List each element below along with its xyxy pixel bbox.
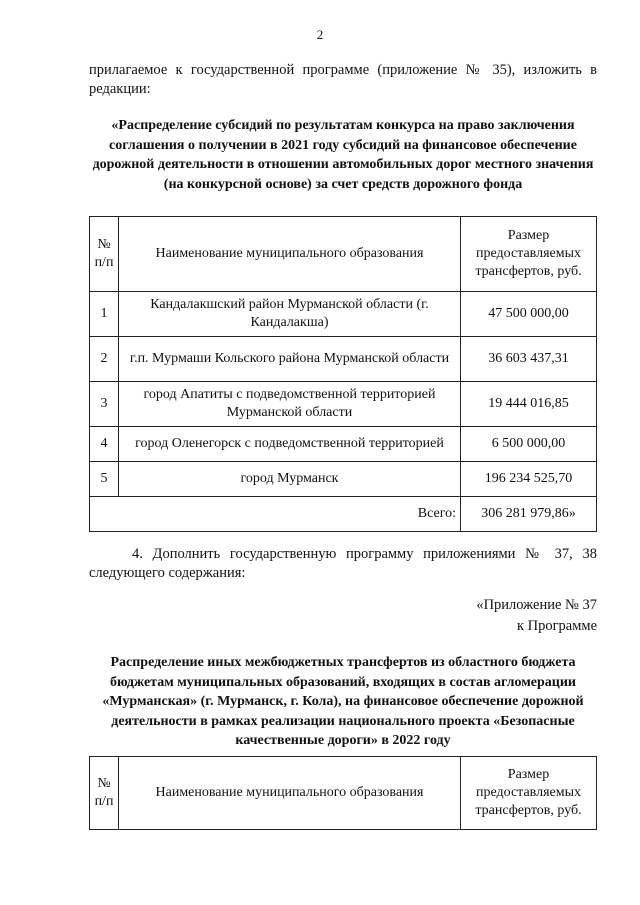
table-row	[90, 427, 597, 462]
row-amount: 36 603 437,31	[461, 337, 597, 382]
row-num: 1	[90, 292, 119, 337]
paragraph-4: 4. Дополнить государственную программу приложениями № 37, 38 следующего содержания:	[89, 546, 597, 581]
heading-subsidies-2021: «Распределение субсидий по результатам конкурса на право заключения соглашения о получении в 2021 году субсидий на финансовое обеспечение дорожной деятельности в отношении автомобильных дорог местного значения (на конкурсной основе) за счет средств дорожного фонда	[92, 118, 594, 192]
table-header-row	[90, 217, 597, 292]
row-name: город Апатиты с подведомственной территорией Мурманской области	[119, 382, 461, 427]
header-amount: Размер предоставляемых трансфертов, руб.	[461, 757, 597, 830]
row-name: город Оленегорск с подведомственной территорией	[119, 427, 461, 462]
intro-paragraph: прилагаемое к государственной программе (приложение № 35), изложить в редакции:	[89, 62, 597, 97]
row-num: 5	[90, 462, 119, 497]
heading-transfers-2022: Распределение иных межбюджетных трансфертов из областного бюджета бюджетам муниципальных образований, входящих в состав агломерации «Мурманская» (г. Мурманск, г. Кола), на финансовое обеспечение дорожной деятельности в рамках реализации национального проекта «Безопасные качественные дороги» в 2022 году	[102, 655, 584, 748]
row-amount: 47 500 000,00	[461, 292, 597, 337]
total-label: Всего:	[90, 497, 461, 532]
table-row	[90, 292, 597, 337]
row-name: г.п. Мурмаши Кольского района Мурманской области	[119, 337, 461, 382]
table-row	[90, 462, 597, 497]
row-num: 2	[90, 337, 119, 382]
annex-line-1: «Приложение № 37	[476, 597, 597, 613]
subsidies-table	[89, 216, 597, 532]
annex-line-2: к Программе	[516, 618, 597, 634]
header-name: Наименование муниципального образования	[119, 757, 461, 830]
table-header-row	[90, 757, 597, 830]
table-total-row	[90, 497, 597, 532]
total-value: 306 281 979,86»	[461, 497, 597, 532]
transfers-table	[89, 756, 597, 830]
row-name: город Мурманск	[119, 462, 461, 497]
row-amount: 19 444 016,85	[461, 382, 597, 427]
row-amount: 196 234 525,70	[461, 462, 597, 497]
row-amount: 6 500 000,00	[461, 427, 597, 462]
table-row	[90, 382, 597, 427]
page-number: 2	[316, 27, 324, 42]
row-num: 4	[90, 427, 119, 462]
header-name: Наименование муниципального образования	[119, 217, 461, 292]
header-num: № п/п	[90, 757, 119, 830]
annex-label	[476, 595, 597, 637]
header-num: № п/п	[90, 217, 119, 292]
table-row	[90, 337, 597, 382]
header-amount: Размер предоставляемых трансфертов, руб.	[461, 217, 597, 292]
row-num: 3	[90, 382, 119, 427]
row-name: Кандалакшский район Мурманской области (г. Кандалакша)	[119, 292, 461, 337]
